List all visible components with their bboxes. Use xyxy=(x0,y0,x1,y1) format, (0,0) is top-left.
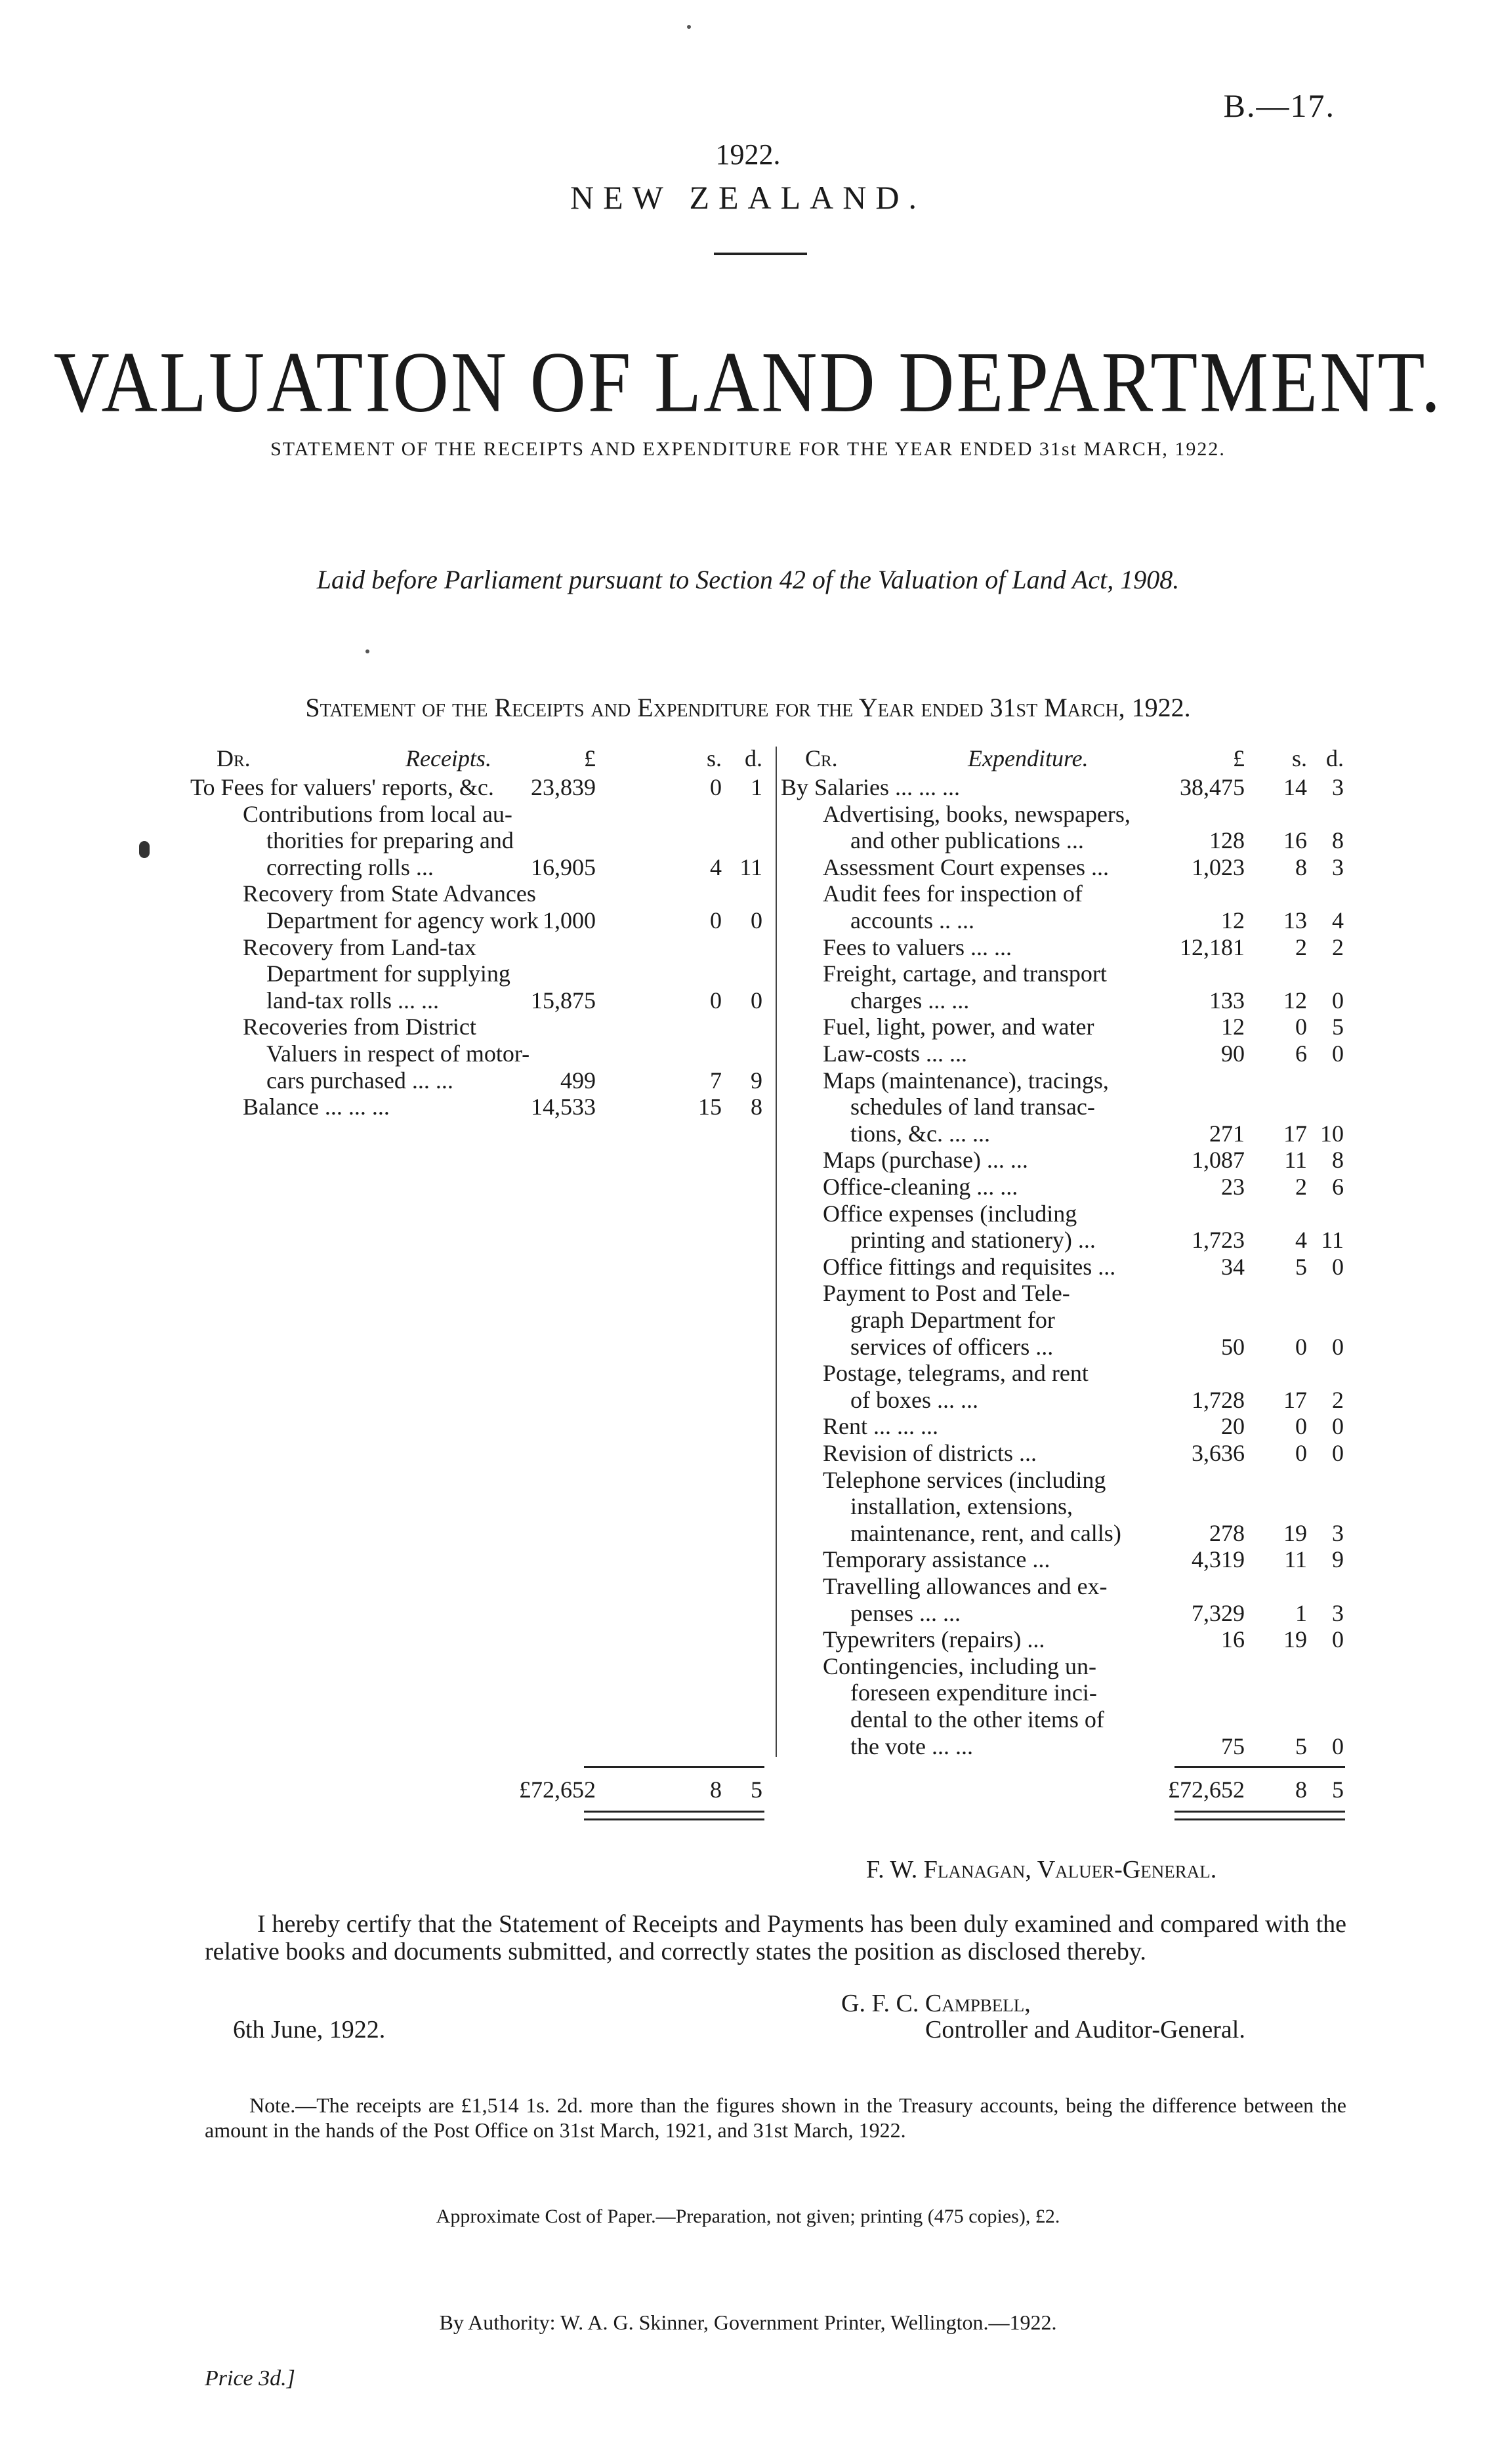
cr-row-pence: 5 xyxy=(1332,1014,1344,1040)
dr-row-shillings: 0 xyxy=(710,907,722,934)
cr-row-pence: 3 xyxy=(1332,853,1344,880)
cr-row-label: Office expenses (including xyxy=(823,1200,1077,1227)
dr-row-label: Contributions from local au- xyxy=(243,800,512,827)
cr-row-pence: 10 xyxy=(1320,1120,1344,1147)
cr-row-label: Telephone services (including xyxy=(823,1466,1106,1493)
cr-row-pounds: 12 xyxy=(1221,1014,1245,1040)
cr-row-shillings: 0 xyxy=(1295,1014,1307,1040)
statement-heading: Statement of the Receipts and Expenditure for the Year ended 31st March, 1922. xyxy=(305,693,1191,722)
cr-row-shillings: 1 xyxy=(1295,1599,1307,1626)
dr-row-label: thorities for preparing and xyxy=(266,827,514,854)
cr-row-label: and other publications ... xyxy=(850,827,1084,854)
cr-row-label: Fees to valuers ... ... xyxy=(823,934,1012,960)
cr-row-pounds: 12,181 xyxy=(1180,934,1245,960)
cr-row-shillings: 19 xyxy=(1283,1519,1307,1546)
cr-row-pounds: 128 xyxy=(1209,827,1245,854)
cr-row-pounds: 75 xyxy=(1221,1733,1245,1759)
page-subtitle: STATEMENT OF THE RECEIPTS AND EXPENDITURE FOR THE YEAR ENDED 31st MARCH, 1922. xyxy=(270,438,1226,460)
cr-row-label: Law-costs ... ... xyxy=(823,1040,967,1067)
treasury-note: Note.—The receipts are £1,514 1s. 2d. more than the figures shown in the Treasury accounts, being the difference between the amount in the hands of the Post Office on 31st March, 1921, and 31st March, 1922. xyxy=(205,2093,1346,2142)
cr-row-shillings: 5 xyxy=(1295,1253,1307,1280)
dr-row-label: Recoveries from District xyxy=(243,1014,476,1040)
dr-row-pence: 11 xyxy=(739,853,762,880)
dr-row-shillings: 4 xyxy=(710,853,722,880)
cr-row-pence: 3 xyxy=(1332,1599,1344,1626)
dr-heading: Receipts. xyxy=(405,745,491,771)
dr-row-label: Balance ... ... ... xyxy=(243,1094,390,1120)
dr-col-pence: d. xyxy=(745,745,762,771)
cr-row-pounds: 133 xyxy=(1209,987,1245,1014)
cr-row-shillings: 0 xyxy=(1295,1440,1307,1466)
specks xyxy=(687,25,691,29)
dr-row-shillings: 0 xyxy=(710,987,722,1014)
cr-row-label: Contingencies, including un- xyxy=(823,1653,1096,1679)
dr-total-double-rule xyxy=(584,1811,764,1813)
dr-row-pounds: 499 xyxy=(560,1067,596,1094)
cr-row-pence: 8 xyxy=(1332,1147,1344,1174)
valuer-general-signature: F. W. Flanagan, Valuer-General. xyxy=(866,1856,1217,1883)
dr-row-pence: 8 xyxy=(751,1094,762,1120)
cr-row-label: schedules of land transac- xyxy=(850,1094,1095,1120)
dr-col-pounds: £ xyxy=(584,745,596,771)
dr-total-double-rule xyxy=(584,1818,764,1820)
cr-row-label: Office fittings and requisites ... xyxy=(823,1253,1116,1280)
cr-row-pounds: 1,087 xyxy=(1192,1147,1245,1174)
cost-of-paper: Approximate Cost of Paper.—Preparation, not given; printing (475 copies), £2. xyxy=(436,2206,1060,2227)
column-divider xyxy=(776,747,777,1757)
cr-row-label: Temporary assistance ... xyxy=(823,1546,1050,1573)
dr-row-label: Valuers in respect of motor- xyxy=(266,1040,530,1067)
cr-row-shillings: 8 xyxy=(1295,853,1307,880)
dr-row-label: Department for agency work xyxy=(266,907,539,934)
cr-total-shillings: 8 xyxy=(1295,1776,1307,1803)
cr-row-label: of boxes ... ... xyxy=(850,1386,978,1413)
cr-row-pounds: 20 xyxy=(1221,1413,1245,1440)
dr-row-label: cars purchased ... ... xyxy=(266,1067,453,1094)
dr-row-pounds: 16,905 xyxy=(531,853,596,880)
cr-row-pence: 4 xyxy=(1332,907,1344,934)
cr-row-shillings: 17 xyxy=(1283,1386,1307,1413)
cr-row-shillings: 0 xyxy=(1295,1413,1307,1440)
cr-row-label: graph Department for xyxy=(850,1307,1055,1333)
cr-row-pence: 0 xyxy=(1332,1413,1344,1440)
dr-row-pence: 0 xyxy=(751,907,762,934)
auditor-name: G. F. C. Campbell, xyxy=(841,1990,1031,2017)
dr-row-pounds: 1,000 xyxy=(543,907,596,934)
cr-row-pence: 11 xyxy=(1321,1227,1344,1254)
dr-row-shillings: 0 xyxy=(710,774,722,800)
cr-row-pence: 9 xyxy=(1332,1546,1344,1573)
cr-row-pounds: 34 xyxy=(1221,1253,1245,1280)
cr-row-pounds: 3,636 xyxy=(1192,1440,1245,1466)
dr-row-shillings: 15 xyxy=(698,1094,722,1120)
cr-row-pence: 2 xyxy=(1332,1386,1344,1413)
dr-total-rule-top xyxy=(584,1766,764,1768)
cr-row-shillings: 6 xyxy=(1295,1040,1307,1067)
cr-row-shillings: 5 xyxy=(1295,1733,1307,1759)
cr-row-shillings: 4 xyxy=(1295,1227,1307,1254)
cr-row-label: Typewriters (repairs) ... xyxy=(823,1626,1045,1653)
dr-row-pence: 1 xyxy=(751,774,762,800)
cr-row-label: tions, &c. ... ... xyxy=(850,1120,990,1147)
cr-row-shillings: 19 xyxy=(1283,1626,1307,1653)
cr-row-shillings: 11 xyxy=(1284,1546,1307,1573)
cr-row-pounds: 16 xyxy=(1221,1626,1245,1653)
auditor-office: Controller and Auditor-General. xyxy=(925,2016,1245,2043)
cr-row-label: Rent ... ... ... xyxy=(823,1413,938,1440)
cr-row-label: Payment to Post and Tele- xyxy=(823,1280,1070,1307)
cr-row-shillings: 0 xyxy=(1295,1333,1307,1360)
cr-row-label: charges ... ... xyxy=(850,987,970,1014)
cr-row-label: Audit fees for inspection of xyxy=(823,880,1083,907)
cr-row-pence: 8 xyxy=(1332,827,1344,854)
dr-row-pounds: 14,533 xyxy=(531,1094,596,1120)
cr-heading: Expenditure. xyxy=(968,745,1089,771)
dr-row-label: correcting rolls ... xyxy=(266,853,434,880)
dr-row-pence: 0 xyxy=(751,987,762,1014)
cr-row-label: Travelling allowances and ex- xyxy=(823,1573,1108,1599)
cr-row-shillings: 2 xyxy=(1295,934,1307,960)
cr-side-label: Cr. xyxy=(805,745,838,771)
cr-row-pence: 6 xyxy=(1332,1174,1344,1200)
cr-row-label: Freight, cartage, and transport xyxy=(823,960,1107,987)
cr-total-pounds: £72,652 xyxy=(1168,1776,1245,1803)
cr-row-label: By Salaries ... ... ... xyxy=(781,774,960,800)
cr-row-pence: 0 xyxy=(1332,1253,1344,1280)
cr-row-pounds: 1,728 xyxy=(1192,1386,1245,1413)
cr-row-pounds: 271 xyxy=(1209,1120,1245,1147)
dr-row-label: Recovery from State Advances xyxy=(243,880,536,907)
dr-total-pence: 5 xyxy=(751,1776,762,1803)
dr-row-label: Recovery from Land-tax xyxy=(243,934,476,960)
dr-total-pounds: £72,652 xyxy=(519,1776,596,1803)
cr-col-pence: d. xyxy=(1326,745,1344,771)
cr-row-pence: 0 xyxy=(1332,1440,1344,1466)
cr-row-shillings: 2 xyxy=(1295,1174,1307,1200)
cr-row-label: Maps (maintenance), tracings, xyxy=(823,1067,1109,1094)
cr-row-label: the vote ... ... xyxy=(850,1733,973,1759)
cr-row-shillings: 16 xyxy=(1283,827,1307,854)
dr-row-label: Department for supplying xyxy=(266,960,510,987)
cr-row-pence: 0 xyxy=(1332,1733,1344,1759)
cr-total-double-rule xyxy=(1174,1811,1345,1813)
cr-row-pounds: 1,023 xyxy=(1192,853,1245,880)
cr-row-label: Advertising, books, newspapers, xyxy=(823,800,1131,827)
cr-col-shillings: s. xyxy=(1291,745,1307,771)
cr-row-pounds: 1,723 xyxy=(1192,1227,1245,1254)
page-title: VALUATION OF LAND DEPARTMENT. xyxy=(53,334,1443,430)
cr-row-pence: 0 xyxy=(1332,1626,1344,1653)
dr-col-shillings: s. xyxy=(706,745,722,771)
dr-row-pounds: 23,839 xyxy=(531,774,596,800)
cr-row-pounds: 12 xyxy=(1221,907,1245,934)
cr-total-rule-top xyxy=(1174,1766,1345,1768)
dr-row-label: land-tax rolls ... ... xyxy=(266,987,439,1014)
margin-blot xyxy=(139,841,150,858)
price: Price 3d.] xyxy=(205,2366,295,2391)
cr-row-pounds: 38,475 xyxy=(1180,774,1245,800)
cr-row-pence: 3 xyxy=(1332,1519,1344,1546)
laid-before-note: Laid before Parliament pursuant to Section 42 of the Valuation of Land Act, 1908. xyxy=(316,565,1180,594)
dr-row-pence: 9 xyxy=(751,1067,762,1094)
cr-row-shillings: 14 xyxy=(1283,774,1307,800)
dr-total-shillings: 8 xyxy=(710,1776,722,1803)
cr-row-pounds: 278 xyxy=(1209,1519,1245,1546)
dr-side-label: Dr. xyxy=(217,745,251,771)
cr-row-label: Postage, telegrams, and rent xyxy=(823,1360,1089,1387)
cr-row-pence: 3 xyxy=(1332,774,1344,800)
cr-row-pounds: 50 xyxy=(1221,1333,1245,1360)
cr-row-label: penses ... ... xyxy=(850,1599,961,1626)
cr-row-label: Office-cleaning ... ... xyxy=(823,1174,1018,1200)
cr-row-pence: 0 xyxy=(1332,1040,1344,1067)
cr-row-pence: 0 xyxy=(1332,1333,1344,1360)
dr-row-pounds: 15,875 xyxy=(531,987,596,1014)
cr-row-label: Revision of districts ... xyxy=(823,1440,1037,1466)
audit-certificate: I hereby certify that the Statement of Receipts and Payments has been duly examined and compared with the relative books and documents submitted, and correctly states the position as disclosed thereby. xyxy=(205,1910,1346,1965)
cr-row-label: dental to the other items of xyxy=(850,1706,1104,1733)
cr-row-label: printing and stationery) ... xyxy=(850,1227,1096,1254)
printer-authority: By Authority: W. A. G. Skinner, Government Printer, Wellington.—1922. xyxy=(439,2310,1057,2334)
cr-row-shillings: 13 xyxy=(1283,907,1307,934)
cr-row-pence: 2 xyxy=(1332,934,1344,960)
cr-row-pounds: 90 xyxy=(1221,1040,1245,1067)
cr-row-label: installation, extensions, xyxy=(850,1493,1073,1520)
cr-row-label: maintenance, rent, and calls) xyxy=(850,1519,1121,1546)
cr-row-pence: 0 xyxy=(1332,987,1344,1014)
dr-row-shillings: 7 xyxy=(710,1067,722,1094)
cr-row-pounds: 7,329 xyxy=(1192,1599,1245,1626)
cr-total-pence: 5 xyxy=(1332,1776,1344,1803)
cr-row-shillings: 11 xyxy=(1284,1147,1307,1174)
document-year: 1922. xyxy=(715,138,781,171)
dr-row-label: To Fees for valuers' reports, &c. xyxy=(190,774,494,800)
cr-row-shillings: 12 xyxy=(1283,987,1307,1014)
cr-row-label: foreseen expenditure inci- xyxy=(850,1679,1097,1706)
country-heading: NEW ZEALAND. xyxy=(570,179,926,216)
cr-row-label: Fuel, light, power, and water xyxy=(823,1014,1094,1040)
cr-row-label: Maps (purchase) ... ... xyxy=(823,1147,1028,1174)
header-rule xyxy=(714,253,807,255)
cr-row-pounds: 4,319 xyxy=(1192,1546,1245,1573)
cr-col-pounds: £ xyxy=(1233,745,1245,771)
document-reference: B.—17. xyxy=(1223,87,1335,124)
certificate-date: 6th June, 1922. xyxy=(233,2016,386,2043)
cr-row-label: accounts .. ... xyxy=(850,907,974,934)
cr-row-pounds: 23 xyxy=(1221,1174,1245,1200)
cr-row-label: services of officers ... xyxy=(850,1333,1054,1360)
cr-total-double-rule xyxy=(1174,1818,1345,1820)
specks xyxy=(365,649,369,653)
cr-row-shillings: 17 xyxy=(1283,1120,1307,1147)
cr-row-label: Assessment Court expenses ... xyxy=(823,853,1109,880)
